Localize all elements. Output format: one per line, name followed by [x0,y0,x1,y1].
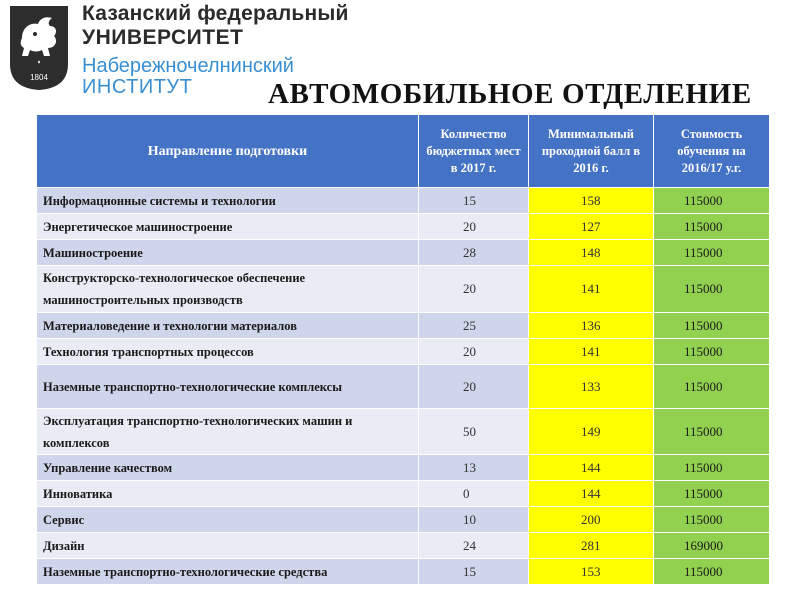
institute-name-line2: ИНСТИТУТ [82,76,193,98]
program-name: Инноватика [37,481,419,507]
column-header-program: Направление подготовки [37,115,419,188]
table-row [37,409,770,455]
table-row [37,266,770,313]
budget-places: 24 [419,533,529,559]
tuition-cost: 115000 [654,455,770,481]
tuition-cost: 115000 [654,214,770,240]
programs-table [36,114,770,585]
min-score: 141 [529,339,654,365]
budget-places: 20 [419,214,529,240]
column-header-min-score: Минимальный проходной балл в 2016 г. [529,115,654,188]
min-score: 148 [529,240,654,266]
budget-places: 0 [419,481,529,507]
min-score: 281 [529,533,654,559]
column-header-tuition-cost: Стоимость обучения на 2016/17 у.г. [654,115,770,188]
department-title: АВТОМОБИЛЬНОЕ ОТДЕЛЕНИЕ [268,78,752,110]
university-name-line1: Казанский федеральный [82,2,349,25]
min-score: 153 [529,559,654,585]
tuition-cost: 115000 [654,507,770,533]
table-row [37,188,770,214]
institute-name-line1: Набережночелнинский [82,55,294,77]
table-row [37,240,770,266]
table-row [37,507,770,533]
program-name: Наземные транспортно-технологические комплексы [37,365,419,409]
table-row [37,313,770,339]
budget-places: 28 [419,240,529,266]
budget-places: 10 [419,507,529,533]
program-name: Эксплуатация транспортно-технологических машин и комплексов [37,409,419,455]
program-name: Дизайн [37,533,419,559]
university-name-line2: УНИВЕРСИТЕТ [82,26,244,49]
tuition-cost: 115000 [654,339,770,365]
table-row [37,365,770,409]
min-score: 149 [529,409,654,455]
program-name: Наземные транспортно-технологические средства [37,559,419,585]
table-row [37,339,770,365]
table-row [37,533,770,559]
column-header-budget-places: Количество бюджетных мест в 2017 г. [419,115,529,188]
min-score: 127 [529,214,654,240]
table-row [37,455,770,481]
budget-places: 15 [419,188,529,214]
budget-places: 15 [419,559,529,585]
tuition-cost: 169000 [654,533,770,559]
kfu-shield-icon [8,4,70,92]
program-name: Управление качеством [37,455,419,481]
tuition-cost: 115000 [654,313,770,339]
min-score: 141 [529,266,654,313]
university-logo [8,4,70,92]
tuition-cost: 115000 [654,240,770,266]
budget-places: 20 [419,339,529,365]
program-name: Конструкторско-технологическое обеспечение машиностроительных производств [37,266,419,313]
min-score: 200 [529,507,654,533]
program-name: Технология транспортных процессов [37,339,419,365]
program-name: Машиностроение [37,240,419,266]
tuition-cost: 115000 [654,409,770,455]
table-header-row [37,115,770,188]
tuition-cost: 115000 [654,365,770,409]
budget-places: 13 [419,455,529,481]
budget-places: 20 [419,365,529,409]
table-row [37,481,770,507]
program-name: Сервис [37,507,419,533]
min-score: 133 [529,365,654,409]
tuition-cost: 115000 [654,266,770,313]
tuition-cost: 115000 [654,188,770,214]
min-score: 136 [529,313,654,339]
program-name: Энергетическое машиностроение [37,214,419,240]
logo-year: 1804 [30,73,48,82]
program-name: Информационные системы и технологии [37,188,419,214]
budget-places: 50 [419,409,529,455]
table-row [37,559,770,585]
budget-places: 20 [419,266,529,313]
tuition-cost: 115000 [654,481,770,507]
min-score: 158 [529,188,654,214]
min-score: 144 [529,481,654,507]
min-score: 144 [529,455,654,481]
table-row [37,214,770,240]
tuition-cost: 115000 [654,559,770,585]
program-name: Материаловедение и технологии материалов [37,313,419,339]
budget-places: 25 [419,313,529,339]
